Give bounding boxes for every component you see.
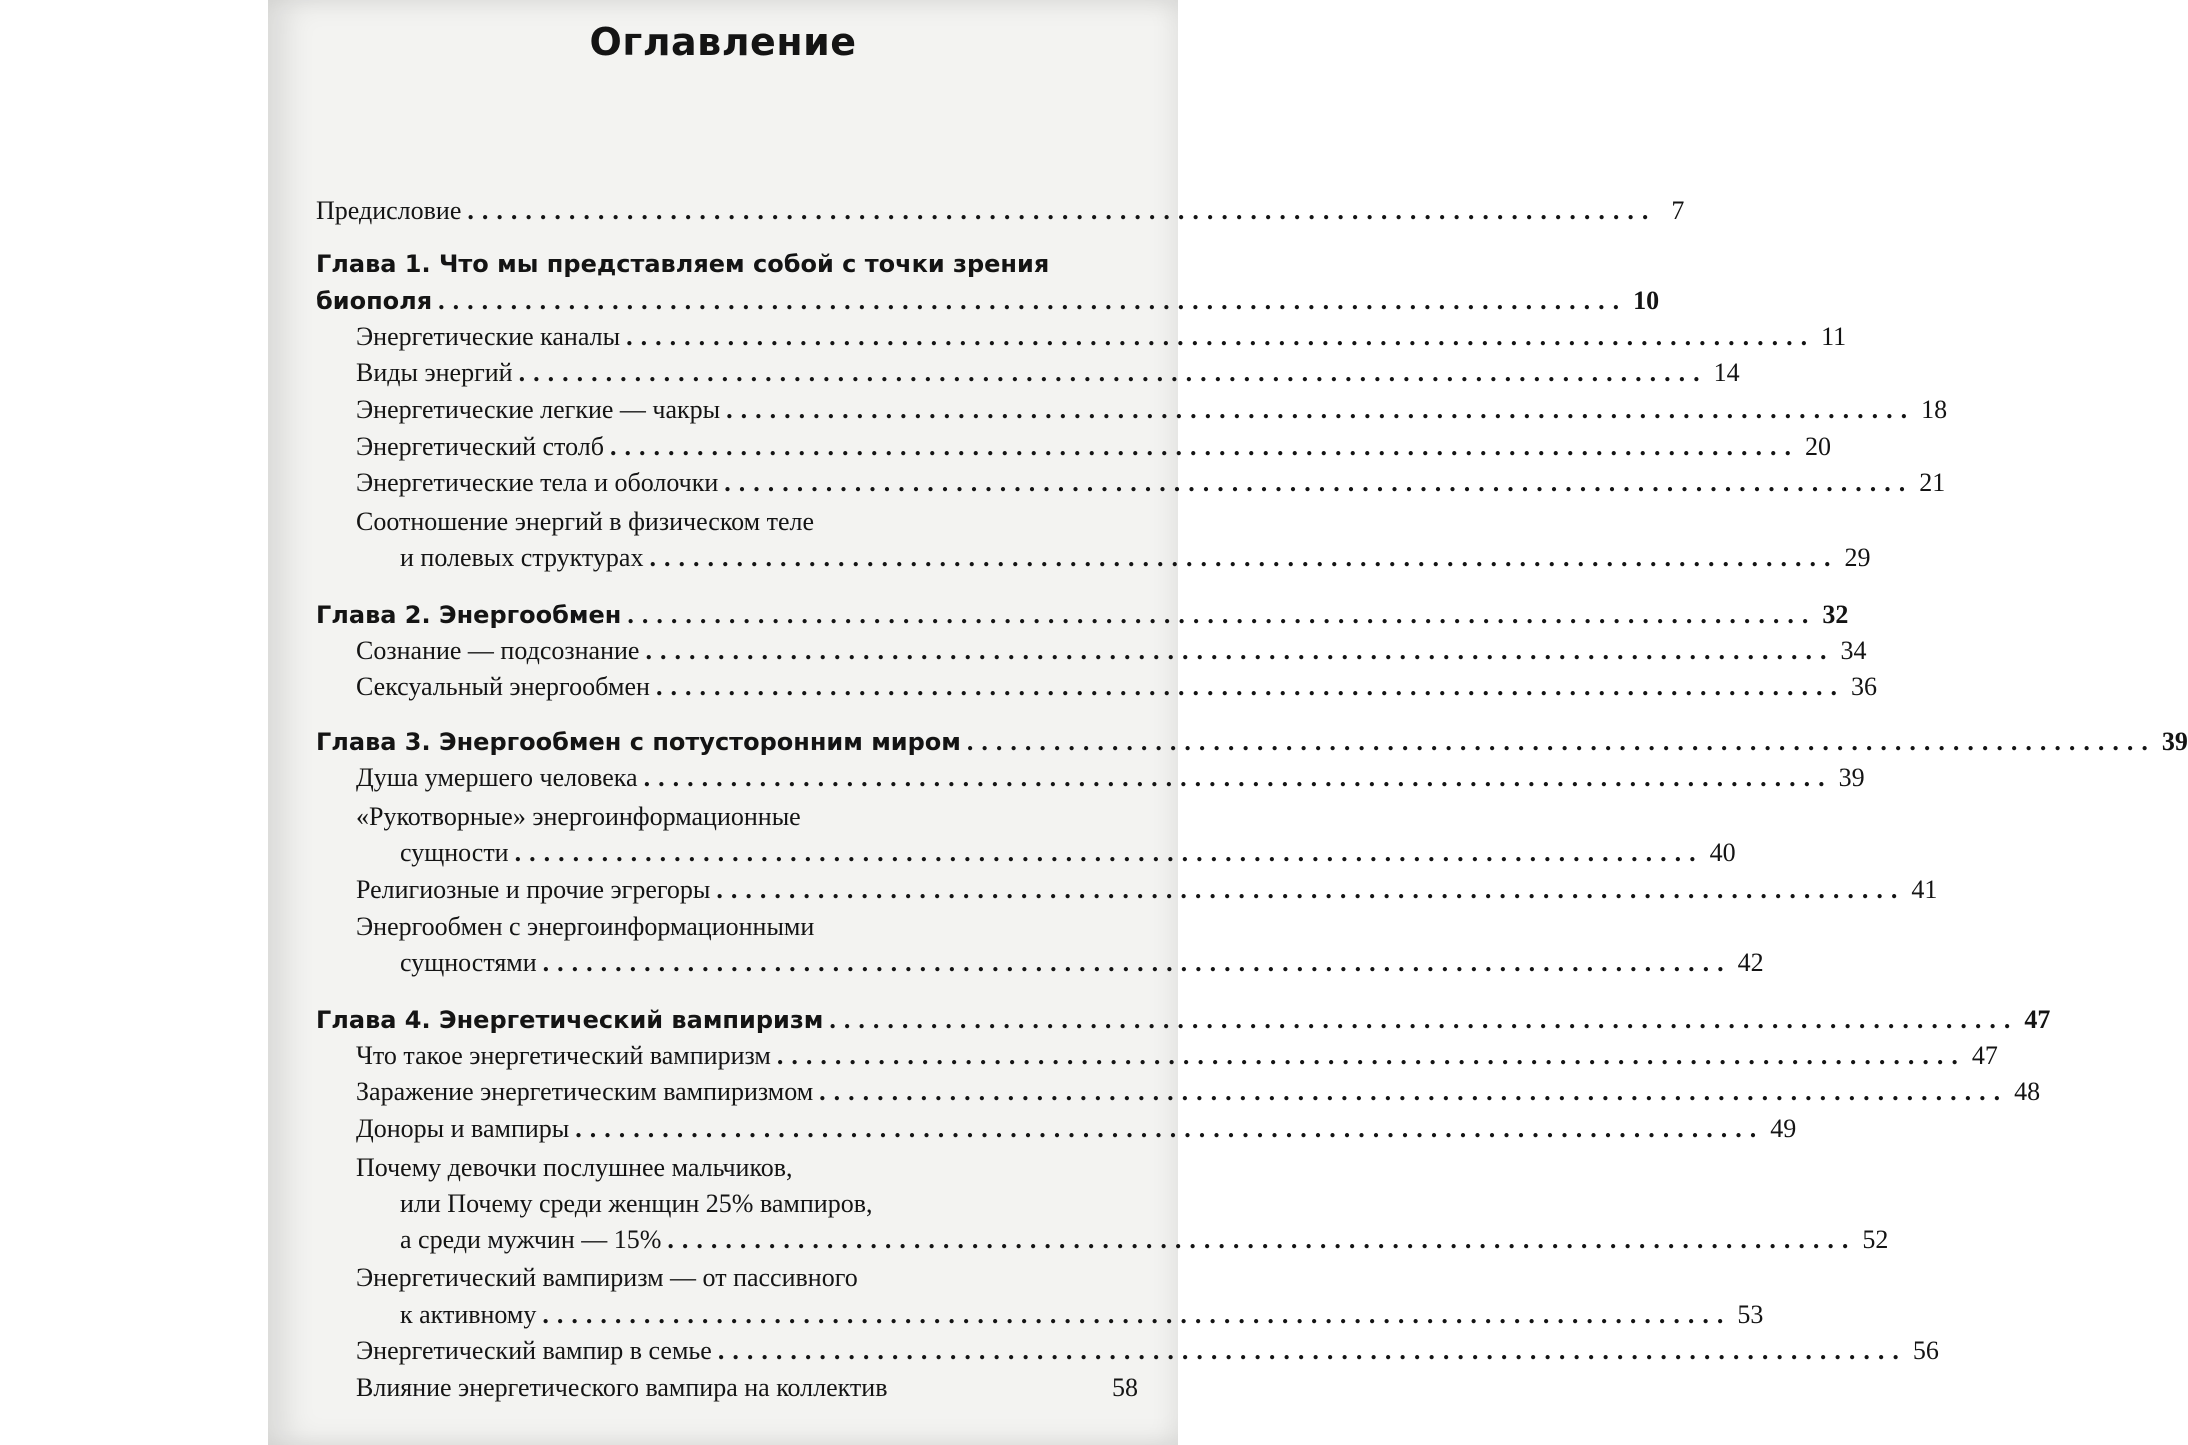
toc-entry-page: 10: [1633, 286, 1660, 315]
toc-entry-text: Энергетические легкие — чакры: [356, 395, 721, 424]
toc-entry-page: 39: [1838, 763, 1865, 792]
toc-entry: [356, 799, 801, 835]
toc-entry-page: 34: [1840, 636, 1867, 665]
toc-entry: [356, 633, 1867, 669]
toc-entry-page: 48: [2014, 1077, 2041, 1106]
toc-entry-chapter-4: [316, 1002, 2051, 1038]
toc-entry-text: к активному: [400, 1300, 537, 1329]
toc-entry: [356, 1038, 1998, 1074]
toc-entry-text: Энергетические тела и оболочки: [356, 468, 719, 497]
toc-entry-text: биополя: [316, 287, 433, 315]
toc-entry-cont: [400, 540, 1871, 576]
toc-entry-preface: [316, 193, 1685, 229]
toc-entry: [356, 1260, 858, 1296]
toc-entry-chapter-2: [316, 597, 1849, 633]
toc-entry-page: 47: [1971, 1041, 1998, 1070]
toc-entry: [356, 909, 814, 945]
toc-entry-page: 14: [1713, 358, 1740, 387]
toc-entry-page: 11: [1821, 322, 1847, 351]
toc-entry-text: Заражение энергетическим вампиризмом: [356, 1077, 814, 1106]
toc-entry-page: 39: [2161, 727, 2188, 756]
toc-entry-text: а среди мужчин — 15%: [400, 1225, 662, 1254]
dot-leader: ..................................................................................: [655, 672, 1845, 701]
toc-entry-page: 58: [1112, 1373, 1138, 1402]
toc-entry-text: Душа умершего человека: [356, 763, 638, 792]
toc-entry-page: 21: [1919, 468, 1946, 497]
book-page: [268, 0, 2188, 1445]
toc-entry-chapter-1-cont: [316, 283, 1660, 319]
toc-entry-text: сущностями: [400, 948, 537, 977]
toc-entry: [356, 1074, 2041, 1110]
toc-entry-page: 18: [1921, 395, 1948, 424]
toc-entry: [356, 319, 1847, 355]
toc-entry-cont: [400, 1186, 872, 1222]
toc-entry-chapter-1: [316, 246, 1049, 282]
toc-entry-text: Энергообмен с энергоинформационными: [356, 912, 815, 941]
dot-leader: ..................................................................................: [726, 395, 1916, 424]
toc-entry-text: Сознание — подсознание: [356, 636, 640, 665]
toc-entry-text: Почему девочки послушнее мальчиков,: [356, 1153, 793, 1182]
toc-entry-page: 7: [1671, 196, 1685, 225]
toc-entry-text: «Рукотворные» энергоинформационные: [356, 802, 801, 831]
toc-entry: [356, 872, 1938, 908]
toc-entry-cont: [400, 835, 1736, 871]
dot-leader: ..................................................................................: [627, 600, 1817, 629]
dot-leader: ..................................................................................: [776, 1041, 1966, 1070]
toc-entry-text: Энергетический вампир в семье: [356, 1336, 712, 1365]
toc-entry-page: 49: [1770, 1114, 1797, 1143]
toc-entry-text: Влияние энергетического вампира на коллектив: [356, 1373, 888, 1402]
toc-entry-text: Глава 3. Энергообмен с потусторонним миром: [316, 728, 961, 756]
dot-leader: ..................................................................................: [514, 838, 1704, 867]
dot-leader: ..................................................................................: [724, 468, 1914, 497]
dot-leader: ..................................................................................: [518, 358, 1708, 387]
toc-entry-page: 29: [1844, 543, 1871, 572]
dot-leader: ..................................................................................: [819, 1077, 2009, 1106]
toc-entry-text: Соотношение энергий в физическом теле: [356, 507, 815, 536]
toc-entry-page: 40: [1709, 838, 1736, 867]
dot-leader: ..................................................................................: [716, 875, 1906, 904]
dot-leader: ..................................................................................: [542, 1300, 1732, 1329]
toc-entry-page: 32: [1822, 600, 1849, 629]
dot-leader: ..................................................................................: [542, 948, 1732, 977]
toc-entry-page: 42: [1737, 948, 1764, 977]
page-title: Оглавление: [589, 20, 857, 64]
toc-entry: [356, 392, 1948, 428]
toc-entry-text: Глава 2. Энергообмен: [316, 601, 622, 629]
toc-entry: [356, 760, 1865, 796]
toc-entry-text: Сексуальный энергообмен: [356, 672, 650, 701]
toc-entry-text: Энергетический вампиризм — от пассивного: [356, 1263, 858, 1292]
toc-entry-page: 52: [1862, 1225, 1889, 1254]
toc-entry-text: Доноры и вампиры: [356, 1114, 570, 1143]
toc-entry-page: 41: [1911, 875, 1938, 904]
dot-leader: ..................................................................................: [438, 286, 1628, 315]
toc-entry-cont: [400, 1297, 1764, 1333]
toc-entry-text: Энергетические каналы: [356, 322, 621, 351]
toc-entry-page: 36: [1850, 672, 1877, 701]
toc-entry-text: сущности: [400, 838, 509, 867]
toc-entry: [356, 1111, 1797, 1147]
dot-leader: ..................................................................................: [717, 1336, 1907, 1365]
toc-entry: [356, 504, 814, 540]
dot-leader: ..................................................................................: [667, 1225, 1857, 1254]
toc-entry-page: 53: [1737, 1300, 1764, 1329]
toc-entry: [356, 1370, 1138, 1406]
dot-leader: ..................................................................................: [829, 1005, 2019, 1034]
toc-entry-page: 47: [2024, 1005, 2051, 1034]
dot-leader: ..................................................................................: [966, 727, 2156, 756]
dot-leader: ..................................................................................: [645, 636, 1835, 665]
toc-entry: [356, 429, 1831, 465]
dot-leader: ..................................................................................: [643, 763, 1833, 792]
toc-entry-text: Предисловие: [316, 196, 462, 225]
dot-leader: ..................................................................................: [467, 196, 1657, 225]
toc-entry-chapter-3: [316, 724, 2188, 760]
toc-entry-page: 20: [1804, 432, 1831, 461]
toc-entry-text: Энергетический столб: [356, 432, 604, 461]
toc-entry: [356, 1150, 793, 1186]
toc-entry: [356, 465, 1946, 501]
dot-leader: ..................................................................................: [575, 1114, 1765, 1143]
dot-leader: ..................................................................................: [649, 543, 1839, 572]
toc-entry-text: или Почему среди женщин 25% вампиров,: [400, 1189, 873, 1218]
toc-entry-text: Глава 4. Энергетический вампиризм: [316, 1006, 824, 1034]
toc-entry: [356, 1333, 1939, 1369]
toc-entry: [356, 355, 1740, 391]
dot-leader: ..................................................................................: [609, 432, 1799, 461]
dot-leader: ..................................................................................: [626, 322, 1816, 351]
toc-entry-text: Глава 1. Что мы представляем собой с точки зрения: [316, 250, 1050, 278]
toc-entry-text: Виды энергий: [356, 358, 513, 387]
toc-entry-text: Религиозные и прочие эгрегоры: [356, 875, 711, 904]
toc-entry: [356, 669, 1877, 705]
toc-list: [268, 0, 2188, 1445]
toc-entry-cont: [400, 945, 1764, 981]
toc-entry-text: Что такое энергетический вампиризм: [356, 1041, 771, 1070]
toc-entry-text: и полевых структурах: [400, 543, 644, 572]
toc-entry-cont: [400, 1222, 1889, 1258]
toc-entry-page: 56: [1912, 1336, 1939, 1365]
